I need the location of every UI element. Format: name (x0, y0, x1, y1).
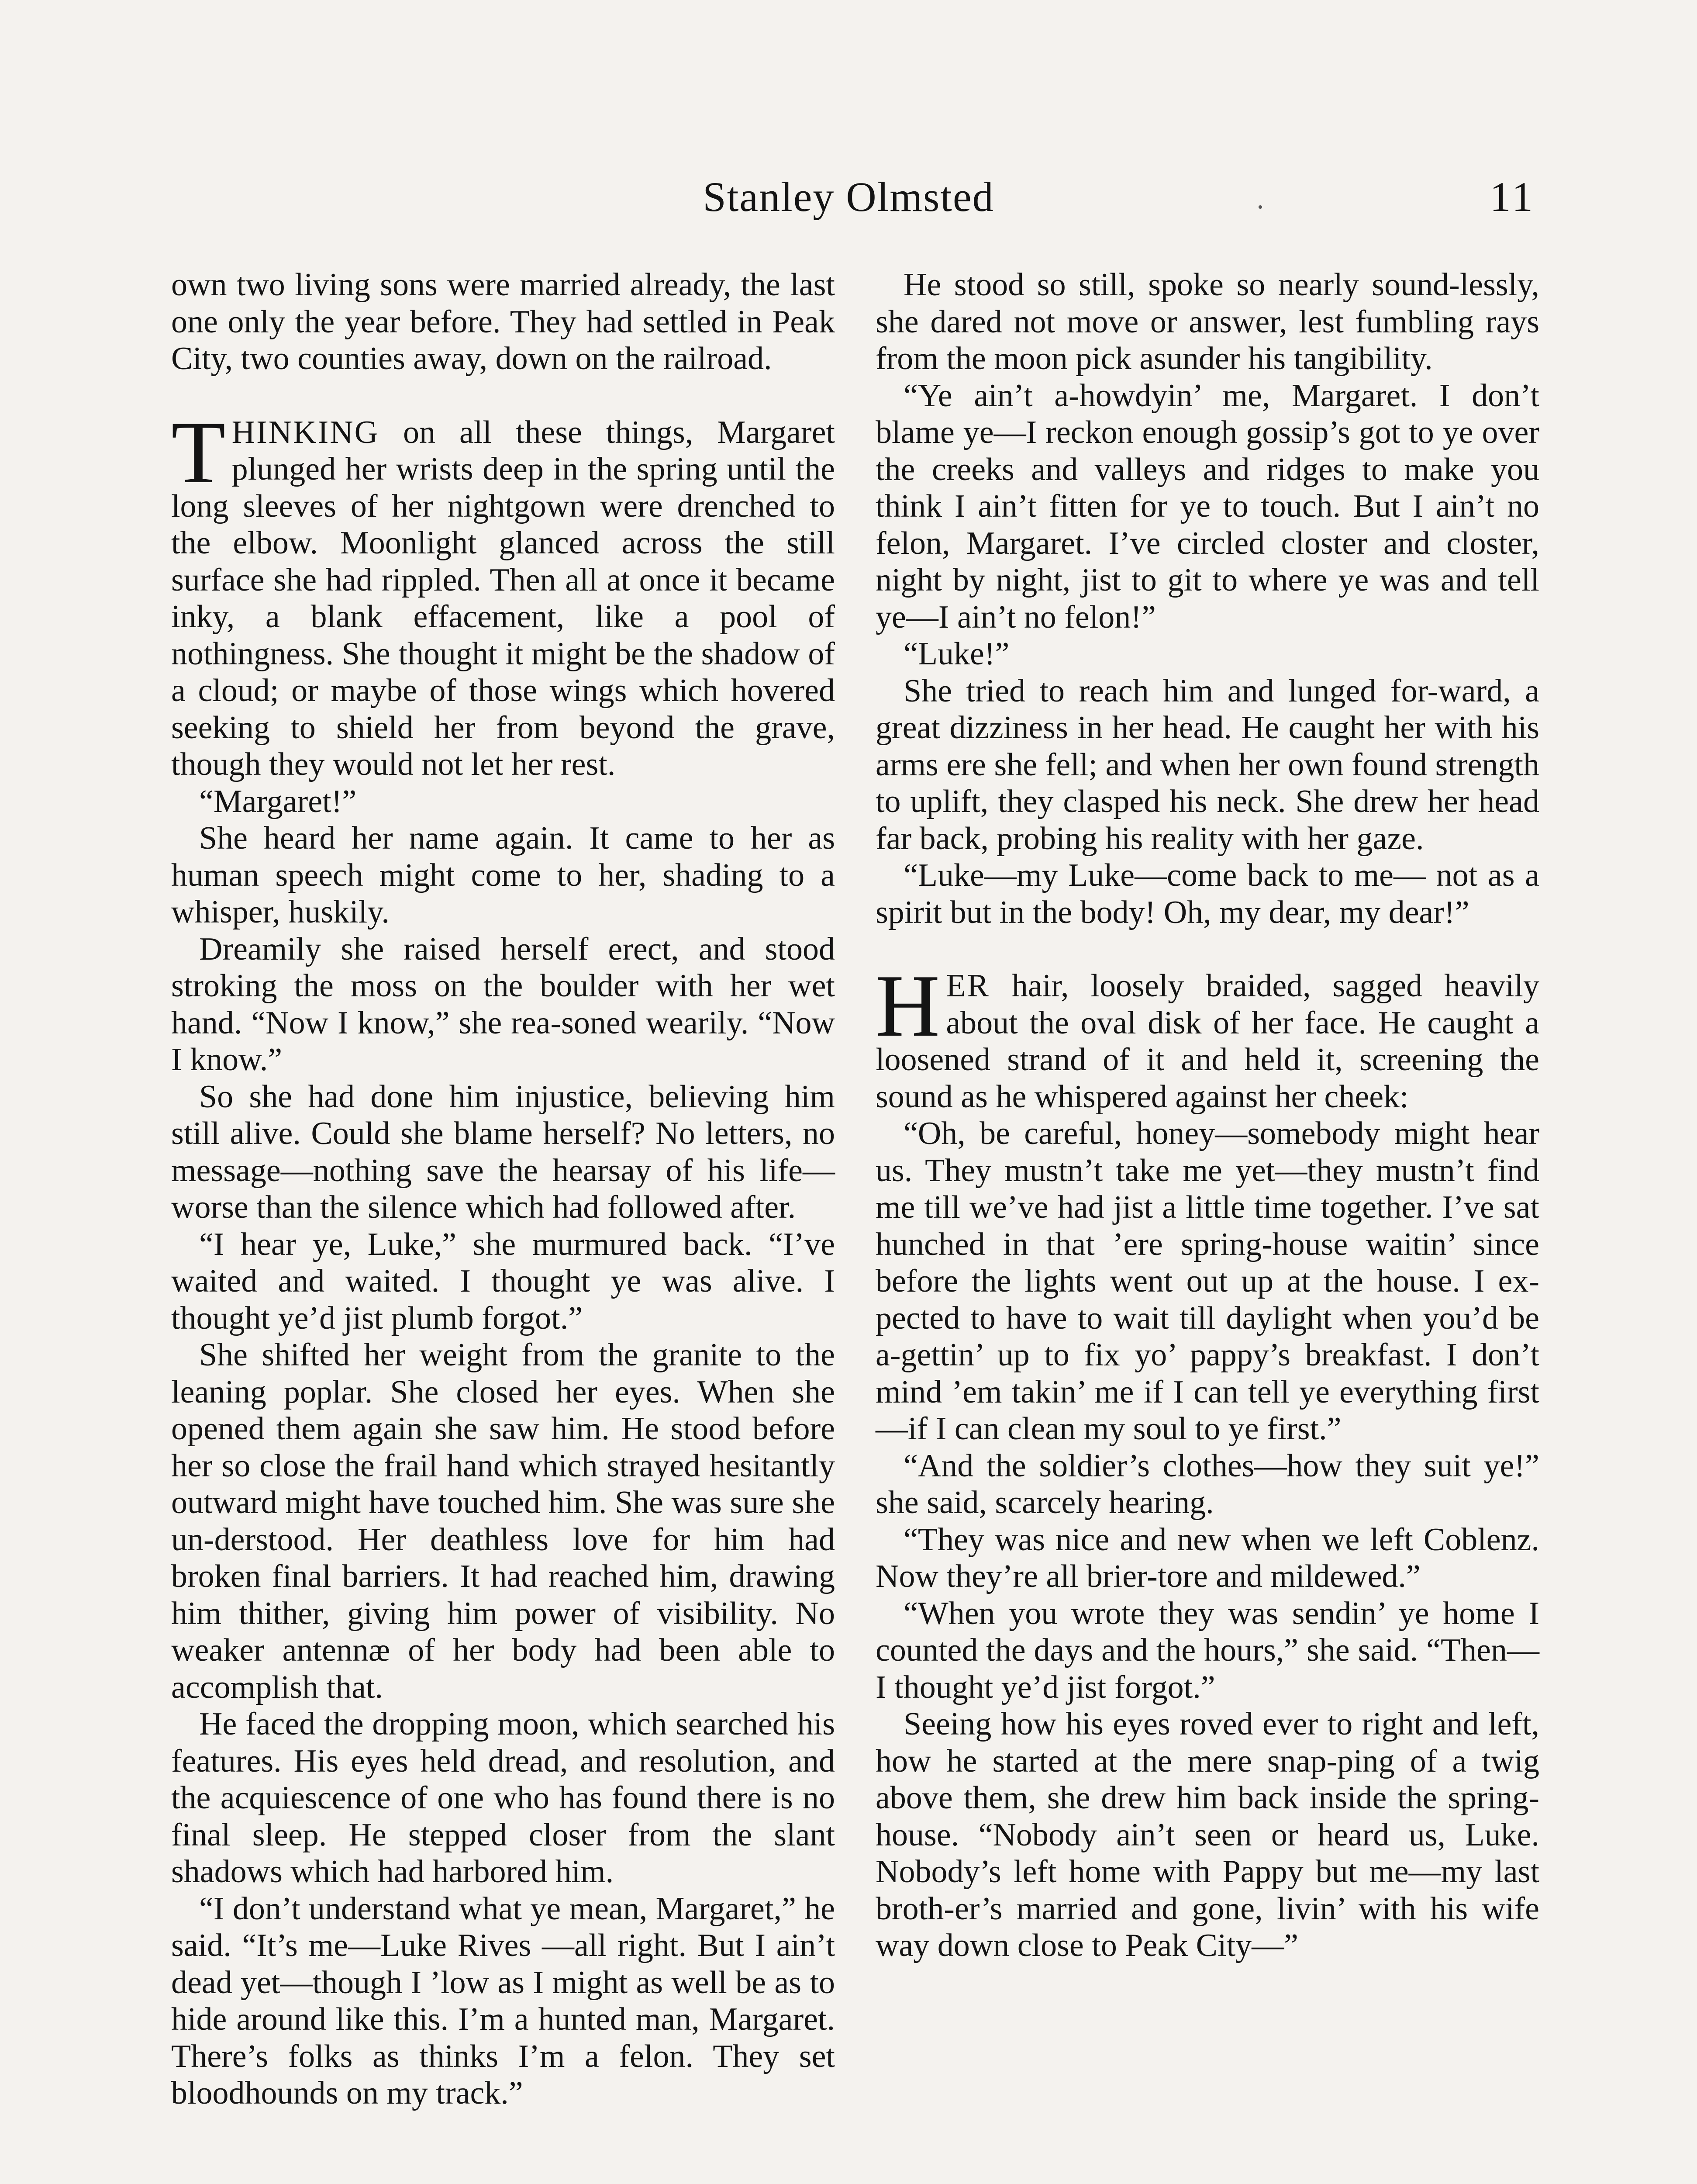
paragraph: “They was nice and new when we left Coblenz. Now they’re all brier-tore and mildewed.” (876, 1521, 1539, 1594)
paragraph: “When you wrote they was sendin’ ye home I counted the days and the hours,” she said. “Then—I thought ye’d jist forgot.” (876, 1595, 1539, 1705)
paragraph: own two living sons were married already, the last one only the year before. They had settled in Peak City, two counties away, down on the railroad. (171, 267, 835, 377)
paragraph: “Margaret!” (199, 783, 357, 819)
paragraph-text: hair, loosely braided, sagged heavily about the oval disk of her face. He caught a loosened strand of it and held it, screening the sound as he whispered against her cheek: (876, 968, 1539, 1115)
paragraph: He faced the dropping moon, which searched his features. His eyes held dread, and resolution, and the acquiescence of one who has found there is no final sleep. He stepped closer from the slant shadows which had harbored him. (171, 1706, 835, 1890)
paragraph: “Ye ain’t a-howdyin’ me, Margaret. I don’t blame ye—I reckon enough gossip’s got to ye over the creeks and valleys and ridges to make you think I ain’t fitten for ye to touch. But I ain’t no felon, Margaret. I’ve circled closter and closter, night by night, jist to git to where ye was and tell ye—I ain’t no felon!” (876, 377, 1539, 635)
section-opening-paragraph (171, 403, 835, 783)
paragraph: “And the soldier’s clothes—how they suit ye!” she said, scarcely hearing. (876, 1448, 1539, 1521)
running-header (0, 173, 1697, 234)
small-caps-lead: HINKING (231, 414, 379, 450)
right-column (876, 266, 1539, 1964)
left-column (171, 266, 835, 2112)
paragraph: She heard her name again. It came to her as human speech might come to her, shading to a whisper, huskily. (171, 820, 835, 930)
paragraph: “Oh, be careful, honey—somebody might hear us. They mustn’t take me yet—they mustn’t find me till we’ve had jist a little time together. I’ve sat hunched in that ’ere spring-house waitin’ since before the lights went out up at the house. I ex-pected to have to wait till daylight when you’d be a-gettin’ up to fix yo’ pappy’s breakfast. I don’t mind ’em takin’ me if I can tell ye everything first—if I can clean my soul to ye first.” (876, 1116, 1539, 1447)
drop-cap: T (171, 403, 226, 502)
paragraph: “Luke—my Luke—come back to me— not as a spirit but in the body! Oh, my dear, my dear!” (876, 857, 1539, 930)
paragraph: “I don’t understand what ye mean, Margaret,” he said. “It’s me—Luke Rives —all right. But I ain’t dead yet—though I ’low as I might as well be as to hide around like this. I’m a hunted man, Margaret. There’s folks as thinks I’m a felon. They set bloodhounds on my track.” (171, 1890, 835, 2111)
paragraph: She tried to reach him and lunged for-ward, a great dizziness in her head. He caught her with his arms ere she fell; and when her own found strength to uplift, they clasped his neck. She drew her head far back, probing his reality with her gaze. (876, 673, 1539, 857)
paragraph: She shifted her weight from the granite to the leaning poplar. She closed her eyes. When she opened them again she saw him. He stood before her so close the frail hand which strayed hesitantly outward might have touched him. She was sure she un-derstood. Her deathless love for him had broken final barriers. It had reached him, drawing him thither, giving him power of visibility. No weaker antennæ of her body had been able to accomplish that. (171, 1337, 835, 1705)
small-caps-lead: ER (946, 968, 990, 1004)
paragraph: “Luke!” (904, 636, 1010, 672)
section-opening-paragraph (876, 957, 1539, 1115)
paragraph: So she had done him injustice, believing him still alive. Could she blame herself? No letters, no message—nothing save the hearsay of his life—worse than the silence which had followed after. (171, 1078, 835, 1225)
paragraph: Seeing how his eyes roved ever to right and left, how he started at the mere snap-ping of a twig above them, she drew him back inside the spring-house. “Nobody ain’t seen or heard us, Luke. Nobody’s left home with Pappy but me—my last broth-er’s married and gone, livin’ with his wife way down close to Peak City—” (876, 1706, 1539, 1963)
paragraph: Dreamily she raised herself erect, and stood stroking the moss on the boulder with her wet hand. “Now I know,” she rea-soned wearily. “Now I know.” (171, 931, 835, 1078)
running-head-title: Stanley Olmsted (703, 173, 994, 220)
paragraph-text: on all these things, Margaret plunged her wrists deep in the spring until the long sleeves of her nightgown were drenched to the elbow. Moonlight glanced across the still surface she had rippled. Then all at once it became inky, a blank effacement, like a pool of nothingness. She thought it might be the shadow of a cloud; or maybe of those wings which hovered seeking to shield her from beyond the grave, though they would not let her rest. (171, 414, 835, 782)
print-speck (1259, 205, 1262, 209)
page-number: 11 (1490, 173, 1535, 220)
paragraph: “I hear ye, Luke,” she murmured back. “I’ve waited and waited. I thought ye was alive. I thought ye’d jist plumb forgot.” (171, 1226, 835, 1336)
drop-cap: H (876, 957, 940, 1055)
paragraph: He stood so still, spoke so nearly sound-lessly, she dared not move or answer, lest fumbling rays from the moon pick asunder his tangibility. (876, 267, 1539, 377)
